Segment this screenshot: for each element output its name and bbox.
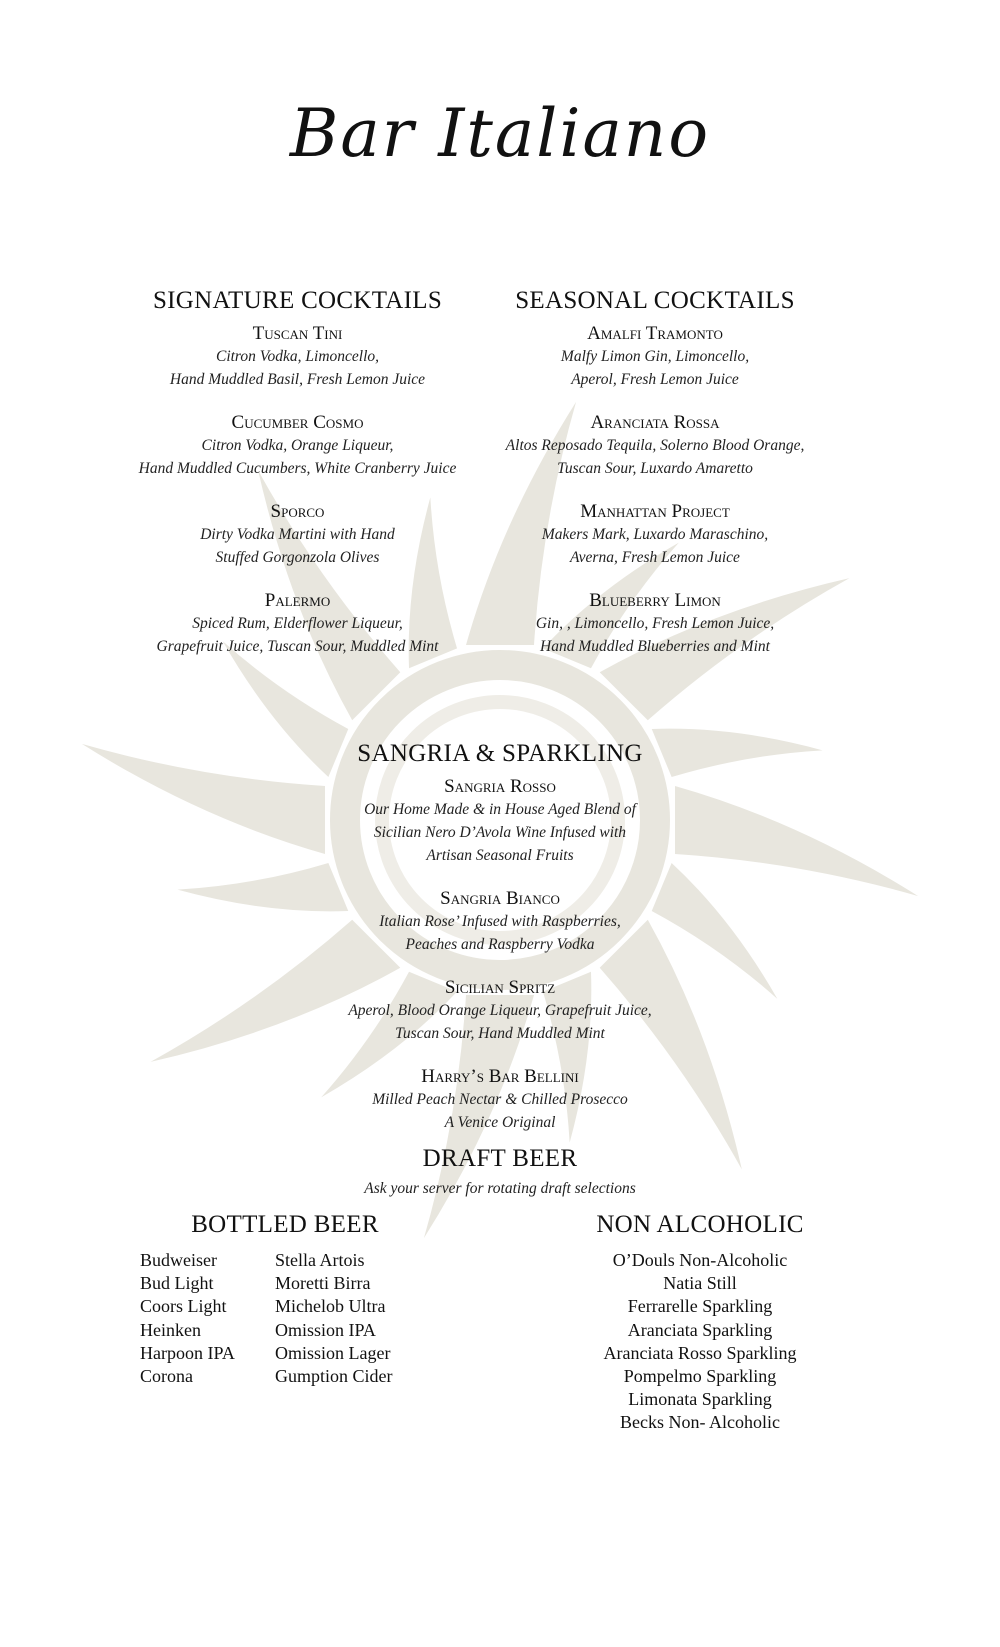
drink-name: Sangria Rosso [444,776,556,797]
non-alcoholic-item: Pompelmo Sparkling [623,1366,777,1387]
beer-item: Budweiser [140,1250,217,1270]
drink-name: Tuscan Tini [252,323,343,344]
drink-name: Palermo [264,590,331,611]
drink-description: Aperol, Fresh Lemon Juice [571,371,739,388]
drink-description: Dirty Vodka Martini with Hand [200,526,395,543]
drink-description: Tuscan Sour, Luxardo Amaretto [557,460,753,477]
drink-description: Grapefruit Juice, Tuscan Sour, Muddled Mint [156,638,439,655]
non-alcoholic-item: Aranciata Rosso Sparkling [603,1342,797,1363]
beer-item: Bud Light [140,1273,214,1294]
drink-description: Altos Reposado Tequila, Solerno Blood Orange, [505,437,805,454]
bottled-beer-list [140,1249,275,1388]
beer-item: Michelob Ultra [275,1296,386,1317]
drink-description: Stuffed Gorgonzola Olives [215,549,380,566]
beer-item: Coors Light [140,1296,227,1317]
drink-description: Italian Rose’ Infused with Raspberries, [379,913,621,930]
drink-name: Sicilian Spritz [444,977,556,998]
drink-description: Artisan Seasonal Fruits [426,847,574,864]
section-heading: SANGRIA & SPARKLING [357,740,643,767]
non-alcoholic-item: O’Douls Non-Alcoholic [612,1250,788,1270]
beer-item: Heinken [140,1319,201,1340]
sun-ray [675,786,918,896]
beer-item: Gumption Cider [275,1366,393,1387]
drink-description: A Venice Original [444,1114,556,1131]
section-heading: SIGNATURE COCKTAILS [152,287,443,314]
menu-title: Bar Italiano [289,95,711,172]
non-alcoholic-item: Aranciata Sparkling [627,1319,773,1340]
non-alcoholic-item: Ferrarelle Sparkling [627,1296,773,1317]
draft-beer-section [300,1146,700,1200]
drink-name: Aranciata Rossa [590,412,720,433]
beer-item: Stella Artois [275,1250,365,1270]
drink-description: Tuscan Sour, Hand Muddled Mint [395,1025,605,1042]
beer-item: Omission Lager [275,1342,391,1363]
drink-description: Hand Muddled Cucumbers, White Cranberry Juice [138,460,457,477]
beer-item: Moretti Birra [275,1273,371,1294]
non-alcoholic-list [560,1249,840,1435]
drink-description: Averna, Fresh Lemon Juice [570,549,740,566]
menu-item [120,412,475,480]
menu-item [300,776,700,867]
drink-description: Our Home Made & in House Aged Blend of [364,801,636,818]
menu-item [300,888,700,956]
menu-item [300,977,700,1045]
sun-ray [82,744,325,854]
drink-name: Cucumber Cosmo [231,412,364,433]
menu-item [500,323,810,391]
drink-name: Sporco [270,501,325,522]
section-heading: DRAFT BEER [422,1145,578,1172]
section-heading: NON ALCOHOLIC [596,1211,804,1238]
menu-item [500,590,810,658]
menu-item [500,501,810,569]
drink-description: Milled Peach Nectar & Chilled Prosecco [372,1091,628,1108]
drink-description: Gin, , Limoncello, Fresh Lemon Juice, [535,615,775,632]
bottled-beer-section [140,1212,430,1388]
non-alcoholic-item: Natia Still [663,1273,737,1294]
menu-item [120,501,475,569]
menu-item [120,590,475,658]
non-alcoholic-item: Limonata Sparkling [628,1389,772,1410]
draft-note: Ask your server for rotating draft selections [364,1180,636,1197]
drink-name: Harry’s Bar Bellini [421,1066,579,1087]
beer-item: Corona [140,1366,193,1387]
drink-description: Hand Muddled Basil, Fresh Lemon Juice [169,371,426,388]
beer-item: Omission IPA [275,1319,376,1340]
section-heading: SEASONAL COCKTAILS [515,287,795,314]
drink-description: Citron Vodka, Limoncello, [215,348,380,365]
drink-name: Amalfi Tramonto [587,323,723,344]
non-alcoholic-section [560,1212,840,1435]
beer-item: Harpoon IPA [140,1342,235,1363]
drink-description: Spiced Rum, Elderflower Liqueur, [192,615,403,632]
drink-description: Peaches and Raspberry Vodka [405,936,595,953]
drink-description: Citron Vodka, Orange Liqueur, [201,437,394,454]
drink-name: Manhattan Project [580,501,730,522]
drink-name: Sangria Bianco [440,888,560,909]
menu-item [120,323,475,391]
drink-description: Malfy Limon Gin, Limoncello, [560,348,750,365]
drink-description: Hand Muddled Blueberries and Mint [540,638,770,655]
non-alcoholic-item: Becks Non- Alcoholic [620,1412,780,1433]
menu-item [500,412,810,480]
drink-description: Aperol, Blood Orange Liqueur, Grapefruit Juice, [348,1002,652,1019]
drink-name: Blueberry Limon [589,590,721,611]
seasonal-cocktails-section [500,288,810,679]
bottled-beer-list [275,1249,393,1388]
drink-description: Sicilian Nero D’Avola Wine Infused with [373,824,627,841]
section-heading: BOTTLED BEER [191,1211,379,1238]
sangria-sparkling-section [300,741,700,1155]
signature-cocktails-section [120,288,475,679]
menu-item [300,1066,700,1134]
drink-description: Makers Mark, Luxardo Maraschino, [541,526,769,543]
